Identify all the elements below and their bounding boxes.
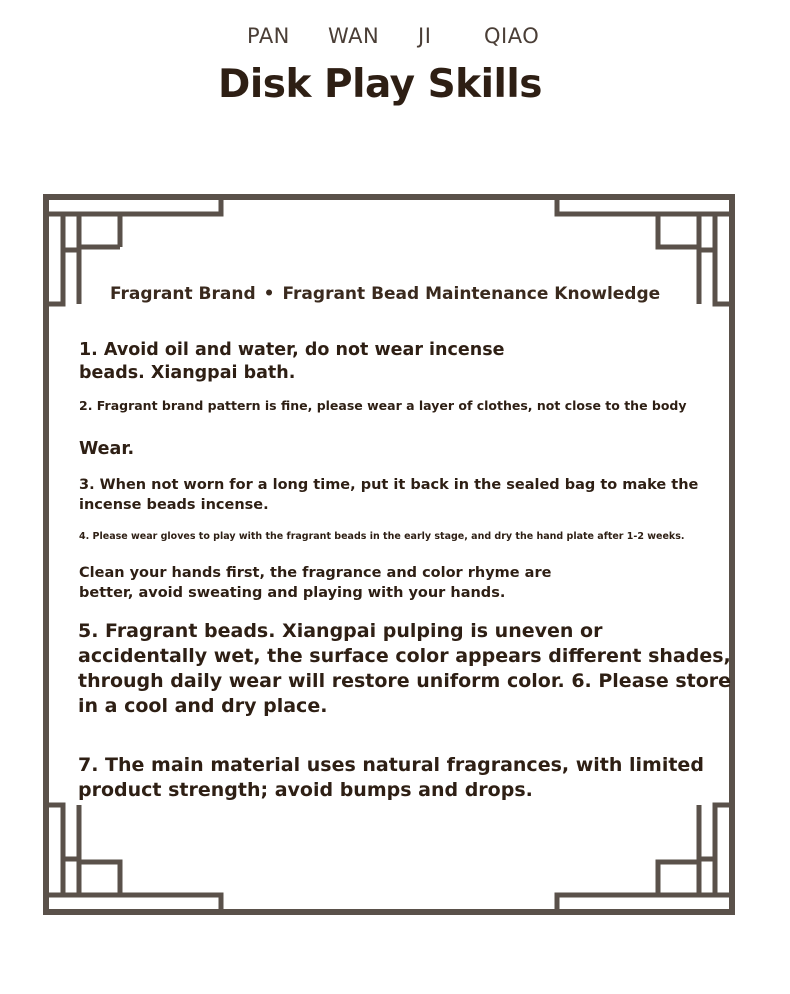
- tip-2: 2. Fragrant brand pattern is fine, please wear a layer of clothes, not close to the body: [79, 398, 687, 413]
- tip-7-line-1: 7. The main material uses natural fragrances, with limited: [78, 754, 704, 776]
- tip-4-continuation: [79, 563, 551, 603]
- page-title: Disk Play Skills: [218, 62, 542, 107]
- tip-7: [78, 753, 704, 803]
- tip-5-line-2: accidentally wet, the surface color appears different shades,: [78, 645, 731, 667]
- tip-5-line-1: 5. Fragrant beads. Xiangpai pulping is uneven or: [78, 620, 603, 642]
- tip-1: [79, 339, 505, 385]
- pinyin-pan: PAN: [247, 24, 290, 48]
- tip-4: 4. Please wear gloves to play with the fragrant beads in the early stage, and dry the hand plate after 1-2 weeks.: [79, 531, 685, 542]
- tip-4-line-3: better, avoid sweating and playing with your hands.: [79, 585, 506, 601]
- tip-4-line-2: Clean your hands first, the fragrance and color rhyme are: [79, 565, 552, 581]
- tip-5-6: [78, 619, 731, 719]
- pinyin-wan: WAN: [328, 24, 380, 48]
- tip-3: [79, 475, 698, 515]
- pinyin-qiao: QIAO: [484, 24, 540, 48]
- heading-separator: •: [263, 284, 275, 304]
- tip-2-continuation: Wear.: [79, 439, 135, 459]
- tip-5-line-4: in a cool and dry place.: [78, 695, 328, 717]
- heading-brand: Fragrant Brand: [110, 284, 256, 304]
- tip-7-line-2: product strength; avoid bumps and drops.: [78, 779, 533, 801]
- pinyin-header: [0, 24, 790, 52]
- tip-3-line-1: 3. When not worn for a long time, put it back in the sealed bag to make the: [79, 477, 699, 493]
- tip-3-line-2: incense beads incense.: [79, 497, 269, 513]
- tip-5-line-3: through daily wear will restore uniform color. 6. Please store: [78, 670, 732, 692]
- tip-1-line-1: 1. Avoid oil and water, do not wear incense: [79, 340, 505, 360]
- pinyin-ji: JI: [418, 24, 432, 48]
- heading-topic: Fragrant Bead Maintenance Knowledge: [282, 284, 661, 304]
- frame-heading: [110, 284, 660, 305]
- tip-1-line-2: beads. Xiangpai bath.: [79, 363, 296, 383]
